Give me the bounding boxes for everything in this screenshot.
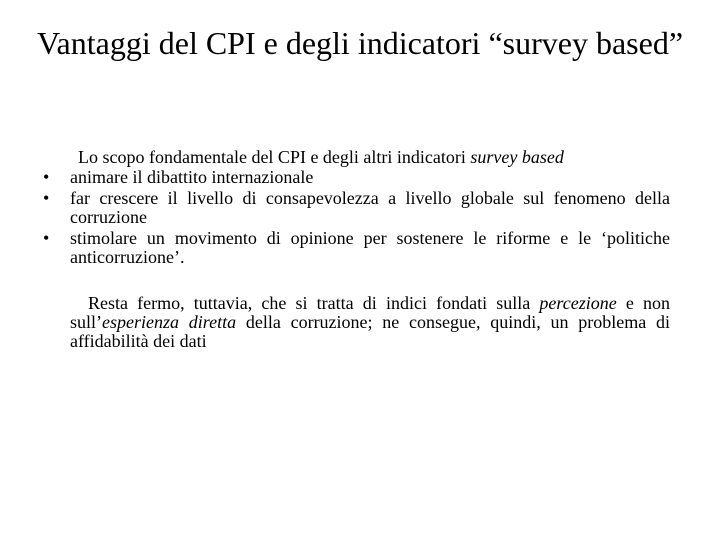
bullet-icon: • bbox=[43, 188, 50, 208]
closing-italic-percezione: percezione bbox=[539, 293, 617, 313]
bullet-label: far crescere il livello di consapevolezza a livello globale sul fenomeno della corruzione bbox=[70, 188, 670, 227]
closing-text-2: e non sull’ bbox=[70, 293, 670, 332]
bullet-item bbox=[40, 189, 670, 227]
slide-title: Vantaggi del CPI e degli indicatori “survey based” bbox=[36, 25, 684, 61]
closing-italic-esperienza: esperienza diretta bbox=[102, 312, 237, 332]
bullet-icon: • bbox=[43, 167, 50, 187]
bullet-label: animare il dibattito internazionale bbox=[70, 167, 314, 187]
closing-text-1: Resta fermo, tuttavia, che si tratta di indici fondati sulla bbox=[88, 293, 540, 313]
closing-text-3: della corruzione; ne consegue, quindi, un problema di affidabilità dei dati bbox=[70, 312, 670, 351]
intro-text: Lo scopo fondamentale del CPI e degli altri indicatori bbox=[78, 147, 471, 167]
bullet-list bbox=[40, 168, 670, 267]
bullet-item bbox=[40, 229, 670, 267]
bullet-label: stimolare un movimento di opinione per sostenere le riforme e le ‘politiche anticorruzione’. bbox=[70, 228, 670, 267]
closing-paragraph bbox=[70, 294, 670, 351]
intro-italic-term: survey based bbox=[470, 147, 564, 167]
bullet-item bbox=[40, 168, 670, 187]
slide-body bbox=[40, 148, 670, 351]
bullet-icon: • bbox=[43, 228, 50, 248]
intro-paragraph bbox=[70, 148, 670, 167]
